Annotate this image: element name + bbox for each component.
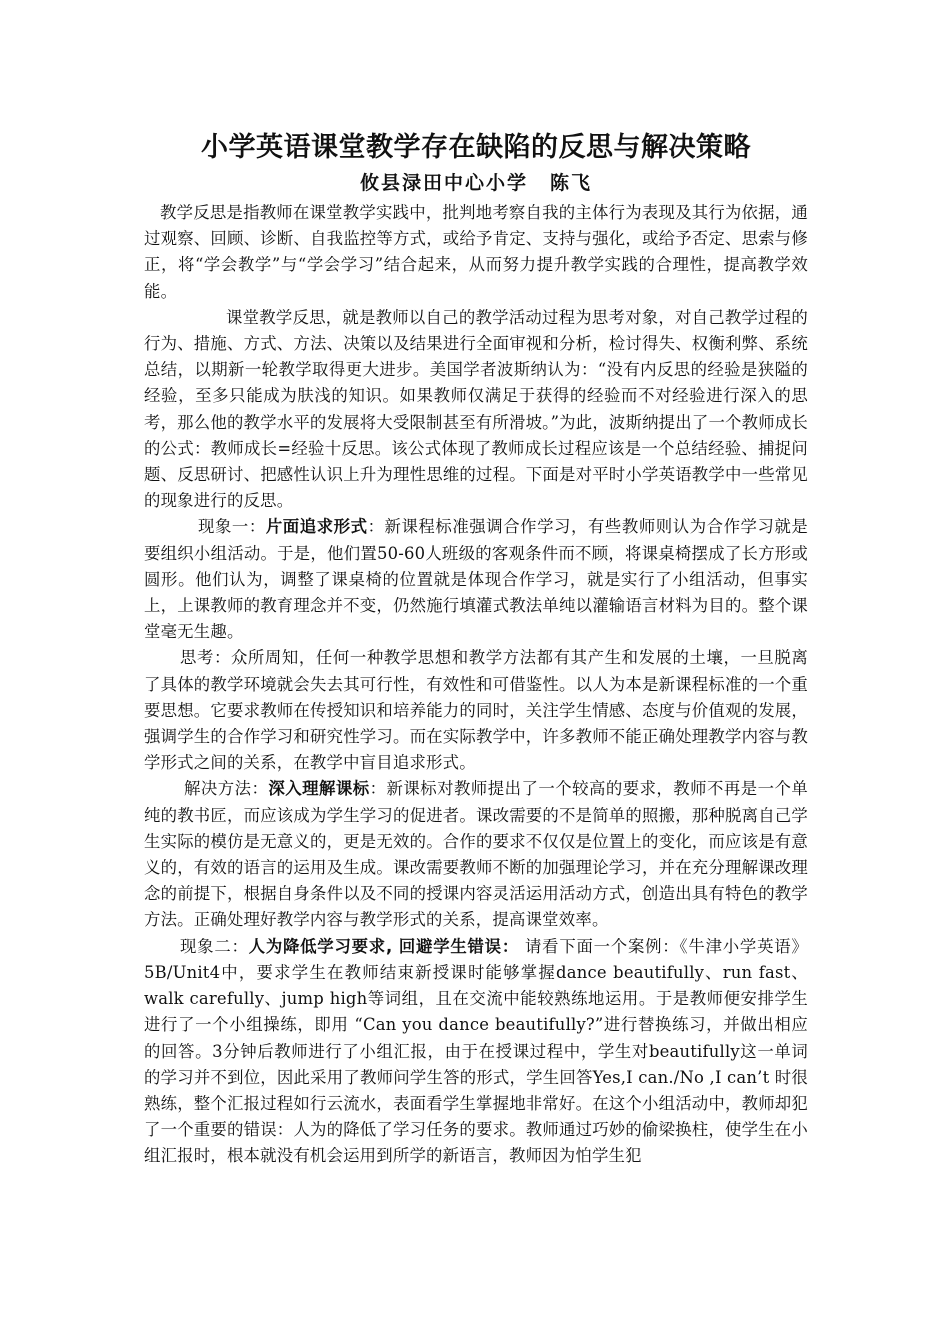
paragraph-phenomenon-one	[144, 514, 808, 645]
phenomenon-one-body: ：新课程标准强调合作学习，有些教师则认为合作学习就是要组织小组活动。于是，他们置50-60人班级的客观条件而不顾，将课桌椅摆成了长方形或圆形。他们认为，调整了课桌椅的位置就是体现合作学习，就是实行了小组活动，但事实上，上课教师的教育理念并不变，仍然施行填灌式教法单纯以灌输语言材料为目的。整个课堂毫无生趣。	[144, 517, 809, 642]
paragraph-reflection: 课堂教学反思，就是教师以自己的教学活动过程为思考对象，对自己教学过程的行为、措施、方式、方法、决策以及结果进行全面审视和分析，检讨得失、权衡利弊、系统总结，以期新一轮教学取得更大进步。美国学者波斯纳认为：“没有内反思的经验是狭隘的经验，至多只能成为肤浅的知识。如果教师仅满足于获得的经验而不对经验进行深入的思考，那么他的教学水平的发展将大受限制甚至有所滑坡。”为此，波斯纳提出了一个教师成长的公式：教师成长=经验十反思。该公式体现了教师成长过程应该是一个总结经验、捕捉问题、反思研讨、把感性认识上升为理性思维的过程。下面是对平时小学英语教学中一些常见的现象进行的反思。	[144, 307, 809, 511]
solution-lead: 解决方法：	[184, 779, 269, 799]
author-line	[144, 168, 808, 198]
phenomenon-two-lead: 现象二：	[180, 936, 249, 956]
phenomenon-one-lead: 现象一：	[198, 517, 266, 537]
document-page	[144, 128, 808, 1170]
paragraph-solution	[144, 776, 808, 933]
solution-body: ：新课标对教师提出了一个较高的要求，教师不再是一个单纯的教书匠，而应该成为学生学习的促进者。课改需要的不是简单的照搬，那种脱离自己学生实际的模仿是无意义的，更是无效的。合作的要求不仅仅是位置上的变化，而应该是有意义的，有效的语言的运用及生成。课改需要教师不断的加强理论学习，并在充分理解课改理念的前提下，根据自身条件以及不同的授课内容灵活运用活动方式，创造出具有特色的教学方法。正确处理好教学内容与教学形式的关系，提高课堂效率。	[144, 779, 809, 930]
document-title: 小学英语课堂教学存在缺陷的反思与解决策略	[201, 132, 751, 163]
paragraph-phenomenon-two	[144, 934, 808, 1170]
phenomenon-two-heading: 人为降低学习要求, 回避学生错误：	[248, 936, 520, 956]
author-name: 陈飞	[550, 172, 593, 194]
solution-heading: 深入理解课标	[268, 779, 370, 799]
phenomenon-one-heading: 片面追求形式	[265, 517, 368, 537]
phenomenon-two-body: 请看下面一个案例：《牛津小学英语》5B/Unit4中，要求学生在教师结束新授课时能够掌握dance beautifully、run fast、walk carefully、jump high等词组，且在交流中能较熟练地运用。于是教师便安排学生进行了一个小组操练，即用 “Can you dance beautifully?”进行替换练习，并做出相应的回答。3分钟后教师进行了小组汇报，由于在授课过程中，学生对beautifully这一单词的学习并不到位，因此采用了教师问学生答的形式，学生回答Yes,I can./No ,I can’t 时很熟练，整个汇报过程如行云流水，表面看学生掌握地非常好。在这个小组活动中，教师却犯了一个重要的错误：人为的降低了学习任务的要求。教师通过巧妙的偷梁换柱，使学生在小组汇报时，根本就没有机会运用到所学的新语言，教师因为怕学生犯	[144, 936, 808, 1166]
author-school: 攸县渌田中心小学	[359, 172, 528, 194]
paragraph-thinking: 思考：众所周知，任何一种教学思想和教学方法都有其产生和发展的土壤，一旦脱离了具体的教学环境就会失去其可行性，有效性和可借鉴性。以人为本是新课程标准的一个重要思想。它要求教师在传授知识和培养能力的同时，关注学生情感、态度与价值观的发展，强调学生的合作学习和研究性学习。而在实际教学中，许多教师不能正确处理教学内容与教学形式之间的关系，在教学中盲目追求形式。	[144, 648, 808, 773]
paragraph-intro: 教学反思是指教师在课堂教学实践中，批判地考察自我的主体行为表现及其行为依据，通过观察、回顾、诊断、自我监控等方式，或给予肯定、支持与强化，或给予否定、思索与修正，将“学会教学”与“学会学习”结合起来，从而努力提升教学实践的合理性，提高教学效能。	[144, 203, 808, 301]
